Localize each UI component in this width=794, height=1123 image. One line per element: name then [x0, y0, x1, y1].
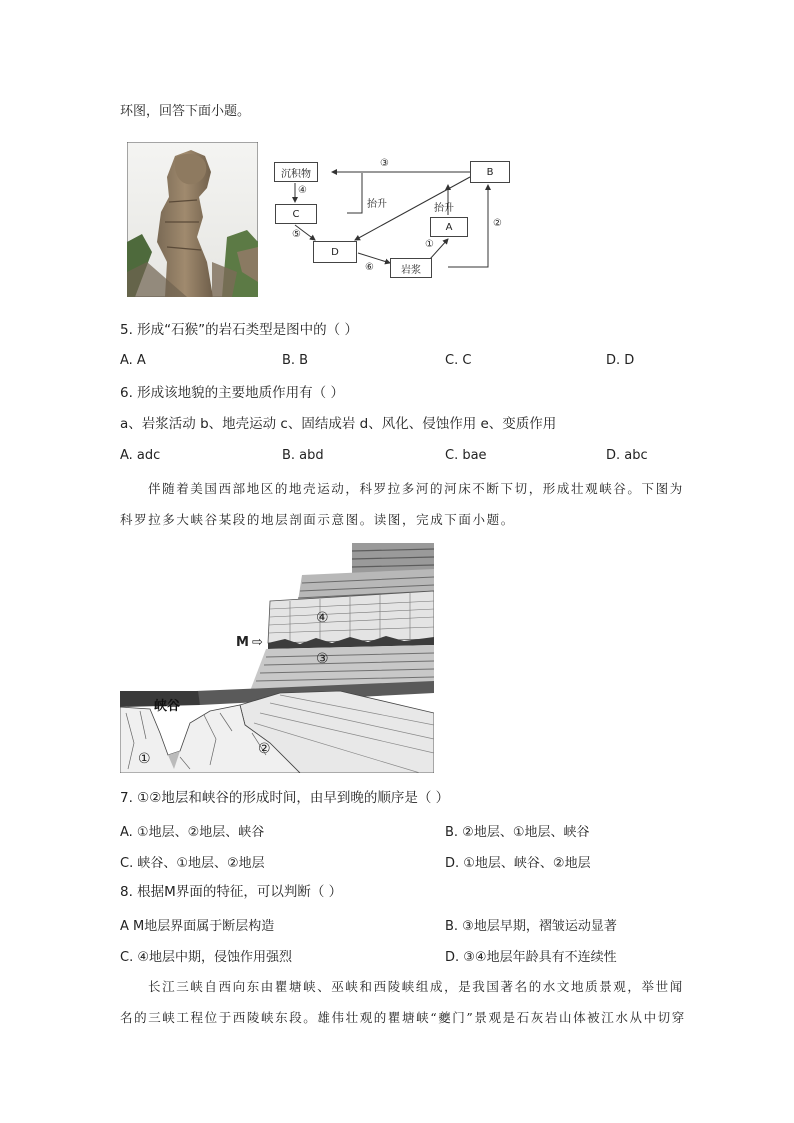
q6-option-d: D. abc [606, 448, 648, 463]
q5-option-b: B. B [282, 353, 309, 368]
layer1-label: ① [138, 751, 151, 767]
arrow-num-4: ④ [298, 185, 307, 196]
para3-line1: 长江三峡自西向东由瞿塘峡、巫峡和西陵峡组成，是我国著名的水文地质景观，举世闻 [148, 979, 684, 994]
para3-line2: 名的三峡工程位于西陵峡东段。雄伟壮观的瞿塘峡“夔门”景观是石灰岩山体被江水从中切穿 [120, 1010, 686, 1025]
canyon-cross-section [120, 543, 434, 773]
box-c: C [275, 204, 317, 224]
rock-cycle-diagram [270, 155, 520, 285]
m-interface-label: M [236, 635, 249, 650]
para2-line2: 科罗拉多大峡谷某段的地层剖面示意图。读图，完成下面小题。 [120, 512, 515, 527]
q8-option-b: B. ③地层早期，褶皱运动显著 [445, 919, 617, 934]
q7-stem: 7. ①②地层和峡谷的形成时间，由早到晚的顺序是（ ） [120, 790, 450, 806]
arrow-num-1: ① [425, 239, 434, 250]
box-sediment: 沉积物 [274, 162, 318, 182]
q5-option-c: C. C [445, 353, 472, 368]
q7-option-a: A. ①地层、②地层、峡谷 [120, 825, 265, 840]
q7-option-d: D. ①地层、峡谷、②地层 [445, 856, 591, 871]
q5-option-a: A. A [120, 353, 146, 368]
q6-option-b: B. abd [282, 448, 324, 463]
para2-line1: 伴随着美国西部地区的地壳运动，科罗拉多河的河床不断下切，形成壮观峡谷。下图为 [148, 481, 684, 496]
arrow-num-2: ② [493, 218, 502, 229]
q5-option-d: D. D [606, 353, 635, 368]
q8-stem: 8. 根据M界面的特征，可以判断（ ） [120, 884, 343, 900]
q5-stem: 5. 形成“石猴”的岩石类型是图中的（ ） [120, 322, 358, 338]
uplift-label-1: 抬升 [367, 199, 387, 210]
q6-option-c: C. bae [445, 448, 487, 463]
arrow-num-3: ③ [380, 158, 389, 169]
layer2-label: ② [258, 741, 271, 757]
m-arrow-icon: ⇨ [252, 635, 263, 650]
q8-option-c: C. ④地层中期，侵蚀作用强烈 [120, 950, 292, 965]
q6-option-a: A. adc [120, 448, 161, 463]
q6-items: a、岩浆活动 b、地壳运动 c、固结成岩 d、风化、侵蚀作用 e、变质作用 [120, 416, 557, 432]
canyon-label: 峡谷 [154, 699, 181, 714]
arrow-num-6: ⑥ [365, 262, 374, 273]
layer4-label: ④ [316, 610, 329, 626]
uplift-label-2: 抬升 [434, 203, 454, 214]
box-a: A [430, 217, 468, 237]
box-magma: 岩浆 [390, 258, 432, 278]
box-b: B [470, 161, 510, 183]
layer3-label: ③ [316, 651, 329, 667]
box-d: D [313, 241, 357, 263]
q7-option-c: C. 峡谷、①地层、②地层 [120, 856, 265, 871]
arrow-num-5: ⑤ [292, 229, 301, 240]
stone-monkey-photo [127, 142, 258, 297]
q6-stem: 6. 形成该地貌的主要地质作用有（ ） [120, 385, 344, 401]
q8-option-a: A M地层界面属于断层构造 [120, 919, 275, 934]
q7-option-b: B. ②地层、①地层、峡谷 [445, 825, 590, 840]
intro-tail: 环图，回答下面小题。 [120, 104, 251, 119]
q8-option-d: D. ③④地层年龄具有不连续性 [445, 950, 617, 965]
